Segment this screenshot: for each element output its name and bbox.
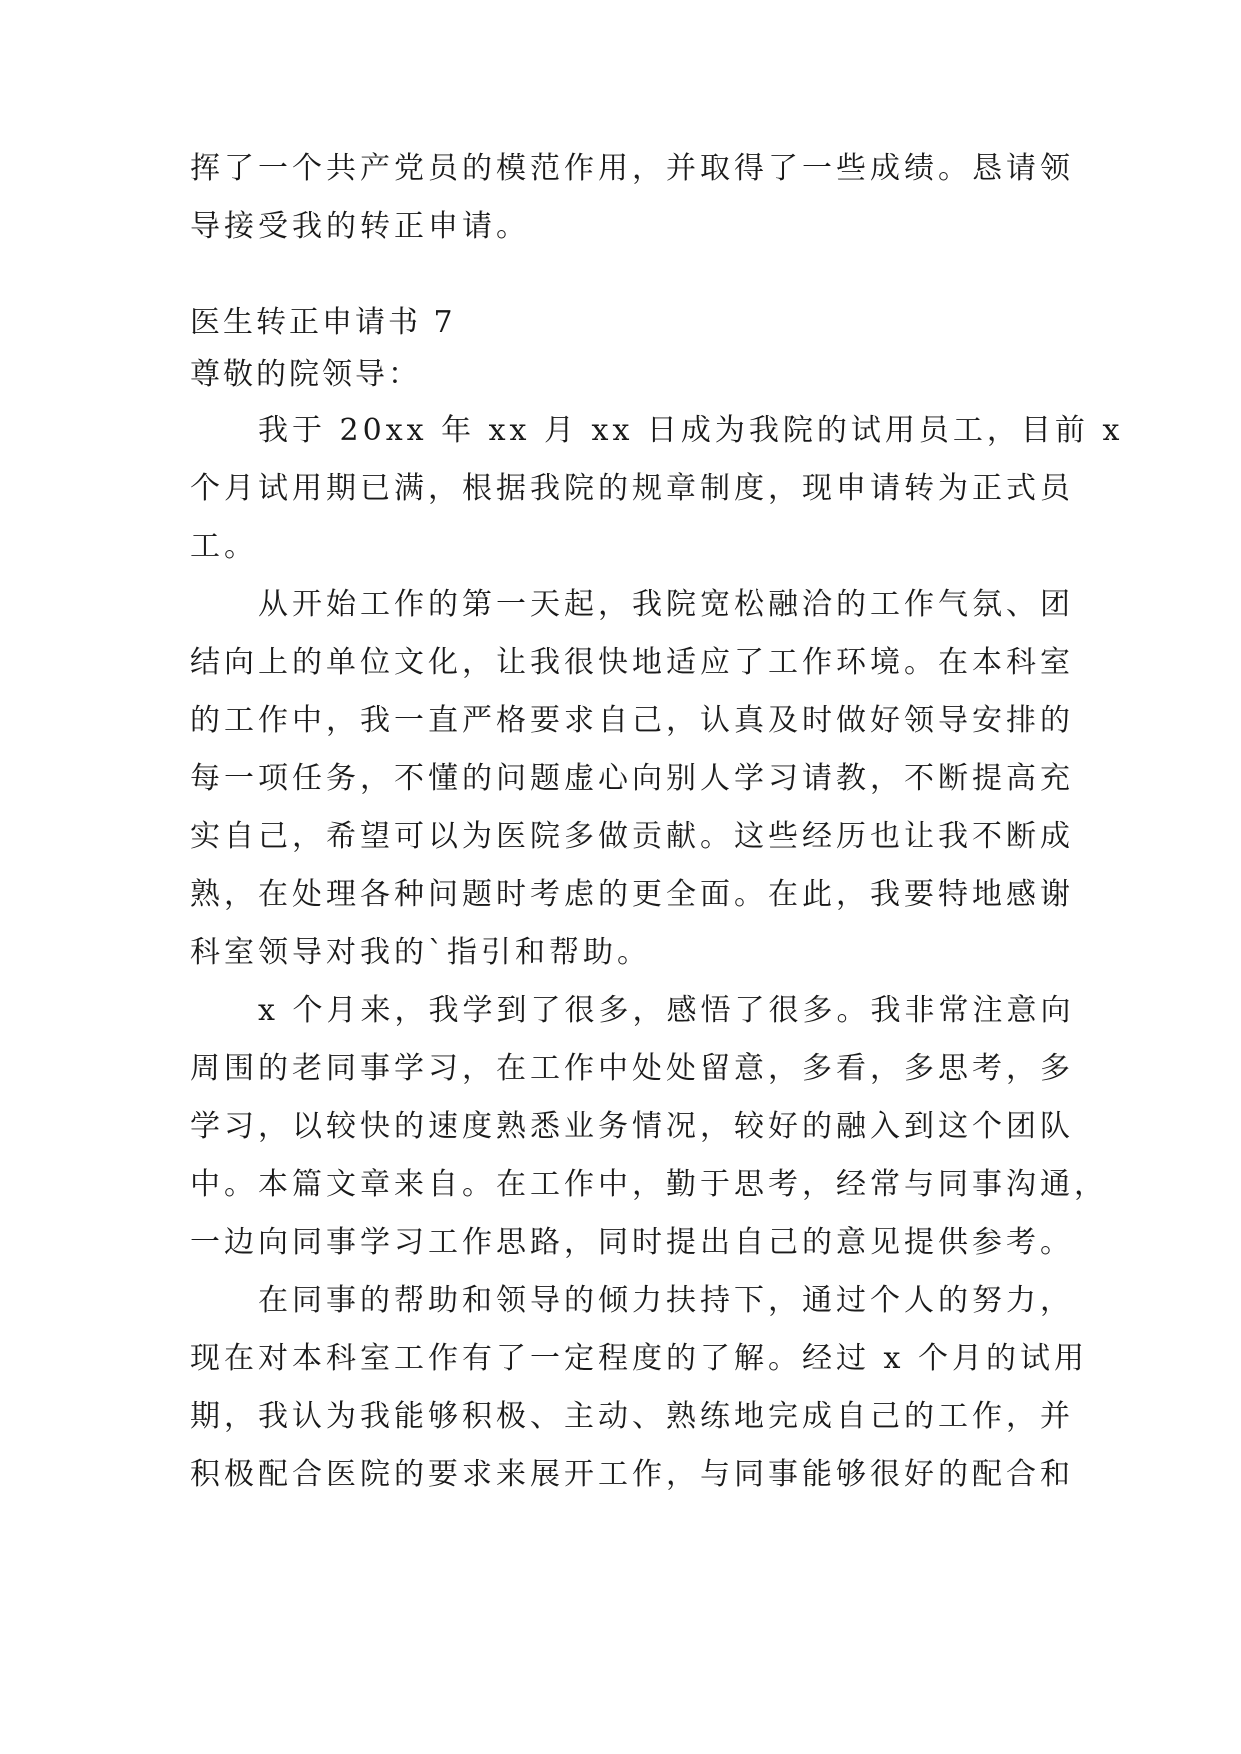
text-line: 周围的老同事学习，在工作中处处留意，多看，多思考，多 — [190, 1051, 1074, 1086]
text-line: 个月试用期已满，根据我院的规章制度，现申请转为正式员 — [190, 471, 1074, 506]
text-line: 我于 20xx 年 xx 月 xx 日成为我院的试用员工，目前 x — [190, 413, 1124, 448]
text-line: x 个月来，我学到了很多，感悟了很多。我非常注意向 — [190, 993, 1075, 1028]
body-paragraph-1 — [190, 402, 1124, 576]
text-line: 一边向同事学习工作思路，同时提出自己的意见提供参考。 — [190, 1225, 1074, 1260]
text-line: 导接受我的转正申请。 — [190, 209, 530, 244]
text-line: 现在对本科室工作有了一定程度的了解。经过 x 个月的试用 — [190, 1341, 1088, 1376]
text-line: 挥了一个共产党员的模范作用，并取得了一些成绩。恳请领 — [190, 151, 1074, 186]
text-line: 从开始工作的第一天起，我院宽松融洽的工作气氛、团 — [190, 587, 1074, 622]
text-line: 熟，在处理各种问题时考虑的更全面。在此，我要特地感谢 — [190, 877, 1074, 912]
letter-salutation: 尊敬的院领导： — [190, 357, 421, 392]
continuation-paragraph — [190, 140, 1074, 256]
text-line: 每一项任务，不懂的问题虚心向别人学习请教，不断提高充 — [190, 761, 1074, 796]
text-line: 积极配合医院的要求来展开工作，与同事能够很好的配合和 — [190, 1457, 1074, 1492]
text-line: 工。 — [190, 529, 258, 564]
body-paragraph-4 — [190, 1272, 1088, 1504]
text-line: 科室领导对我的`指引和帮助。 — [190, 935, 651, 970]
text-line: 学习，以较快的速度熟悉业务情况，较好的融入到这个团队 — [190, 1109, 1074, 1144]
text-line: 期，我认为我能够积极、主动、熟练地完成自己的工作，并 — [190, 1399, 1074, 1434]
letter-title: 医生转正申请书 7 — [190, 305, 456, 340]
text-line: 的工作中，我一直严格要求自己，认真及时做好领导安排的 — [190, 703, 1074, 738]
body-paragraph-3 — [190, 982, 1108, 1272]
text-line: 结向上的单位文化，让我很快地适应了工作环境。在本科室 — [190, 645, 1074, 680]
text-line: 中。本篇文章来自。在工作中，勤于思考，经常与同事沟通， — [190, 1167, 1108, 1202]
text-line: 在同事的帮助和领导的倾力扶持下，通过个人的努力， — [190, 1283, 1074, 1318]
text-line: 实自己，希望可以为医院多做贡献。这些经历也让我不断成 — [190, 819, 1074, 854]
body-paragraph-2 — [190, 576, 1074, 982]
